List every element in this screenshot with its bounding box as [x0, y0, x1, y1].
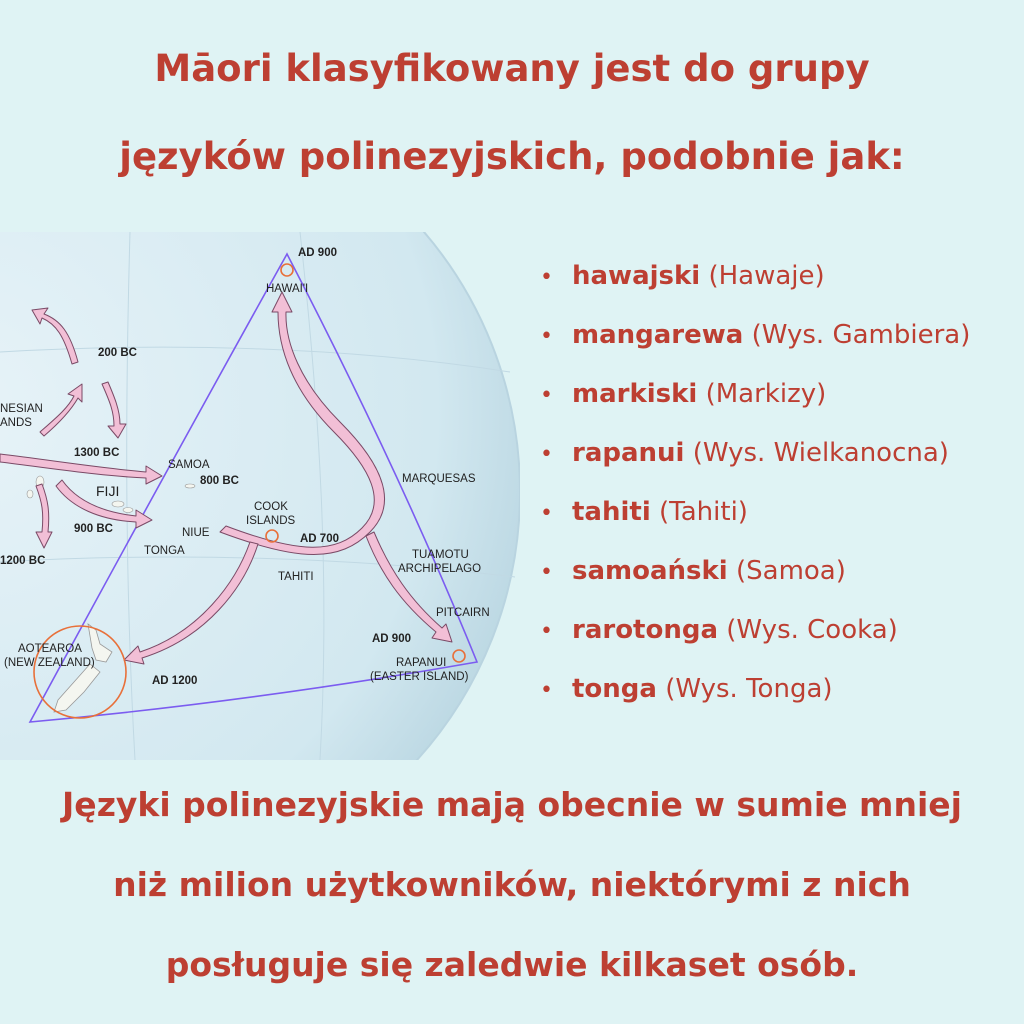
language-item — [540, 666, 970, 725]
label-cook-2: ISLANDS — [246, 515, 296, 527]
language-region: (Hawaje) — [708, 261, 825, 291]
title-line-1: Māori klasyfikowany jest do grupy — [154, 47, 870, 90]
label-pitcairn: PITCAIRN — [436, 607, 490, 619]
language-item — [540, 371, 970, 430]
language-name: samoański — [572, 556, 728, 586]
language-region: (Wys. Gambiera) — [751, 320, 971, 350]
language-list — [540, 253, 970, 725]
bullet-icon: • — [540, 560, 553, 585]
label-nz: (NEW ZEALAND) — [4, 657, 95, 669]
label-marquesas: MARQUESAS — [402, 473, 476, 485]
label-rapanui: RAPANUI — [396, 657, 447, 669]
label-tuamotu-2: ARCHIPELAGO — [398, 563, 482, 575]
bullet-icon: • — [540, 678, 553, 703]
language-item — [540, 430, 970, 489]
language-region: (Tahiti) — [659, 497, 748, 527]
language-item — [540, 548, 970, 607]
language-name: hawajski — [572, 261, 701, 291]
label-easter: (EASTER ISLAND) — [370, 671, 469, 683]
label-ad700: AD 700 — [300, 533, 339, 545]
language-region: (Wys. Cooka) — [726, 615, 898, 645]
bullet-icon: • — [540, 619, 553, 644]
label-fiji: FIJI — [96, 483, 120, 499]
label-ad900-bottom: AD 900 — [372, 633, 411, 645]
footer-line-2: niż milion użytkowników, niektórymi z nich — [113, 865, 911, 904]
label-ands: ANDS — [0, 417, 32, 429]
label-aotearoa: AOTEAROA — [18, 643, 82, 655]
label-hawaii: HAWAI'I — [266, 283, 309, 295]
language-region: (Wys. Wielkanocna) — [692, 438, 949, 468]
language-item — [540, 253, 970, 312]
bullet-icon: • — [540, 442, 553, 467]
language-item — [540, 312, 970, 371]
bullet-icon: • — [540, 265, 553, 290]
label-tuamotu-1: TUAMOTU — [412, 549, 469, 561]
title-line-2: języków polinezyjskich, podobnie jak: — [119, 135, 905, 178]
language-region: (Markizy) — [705, 379, 827, 409]
bullet-icon: • — [540, 383, 553, 408]
label-900bc: 900 BC — [74, 523, 113, 535]
language-region: (Wys. Tonga) — [665, 674, 833, 704]
label-200bc: 200 BC — [98, 347, 137, 359]
label-nesian: NESIAN — [0, 403, 43, 415]
label-1200bc: 1200 BC — [0, 555, 46, 567]
label-samoa: SAMOA — [168, 459, 210, 471]
language-item — [540, 607, 970, 666]
bullet-icon: • — [540, 501, 553, 526]
label-tonga: TONGA — [144, 545, 185, 557]
footer-line-3: posługuje się zaledwie kilkaset osób. — [165, 945, 859, 984]
language-name: mangarewa — [572, 320, 744, 350]
language-name: tonga — [572, 674, 657, 704]
label-1300bc: 1300 BC — [74, 447, 120, 459]
language-name: tahiti — [572, 497, 651, 527]
label-cook-1: COOK — [254, 501, 288, 513]
label-niue: NIUE — [182, 527, 210, 539]
language-region: (Samoa) — [735, 556, 846, 586]
label-800bc: 800 BC — [200, 475, 239, 487]
language-name: rarotonga — [572, 615, 719, 645]
bullet-icon: • — [540, 324, 553, 349]
polynesia-migration-map — [0, 232, 520, 760]
label-ad900-top: AD 900 — [298, 247, 337, 259]
language-item — [540, 489, 970, 548]
language-name: markiski — [572, 379, 698, 409]
label-ad1200: AD 1200 — [152, 675, 198, 687]
label-tahiti: TAHITI — [278, 571, 314, 583]
language-name: rapanui — [572, 438, 685, 468]
footer-line-1: Języki polinezyjskie mają obecnie w sumie mniej — [62, 785, 962, 824]
